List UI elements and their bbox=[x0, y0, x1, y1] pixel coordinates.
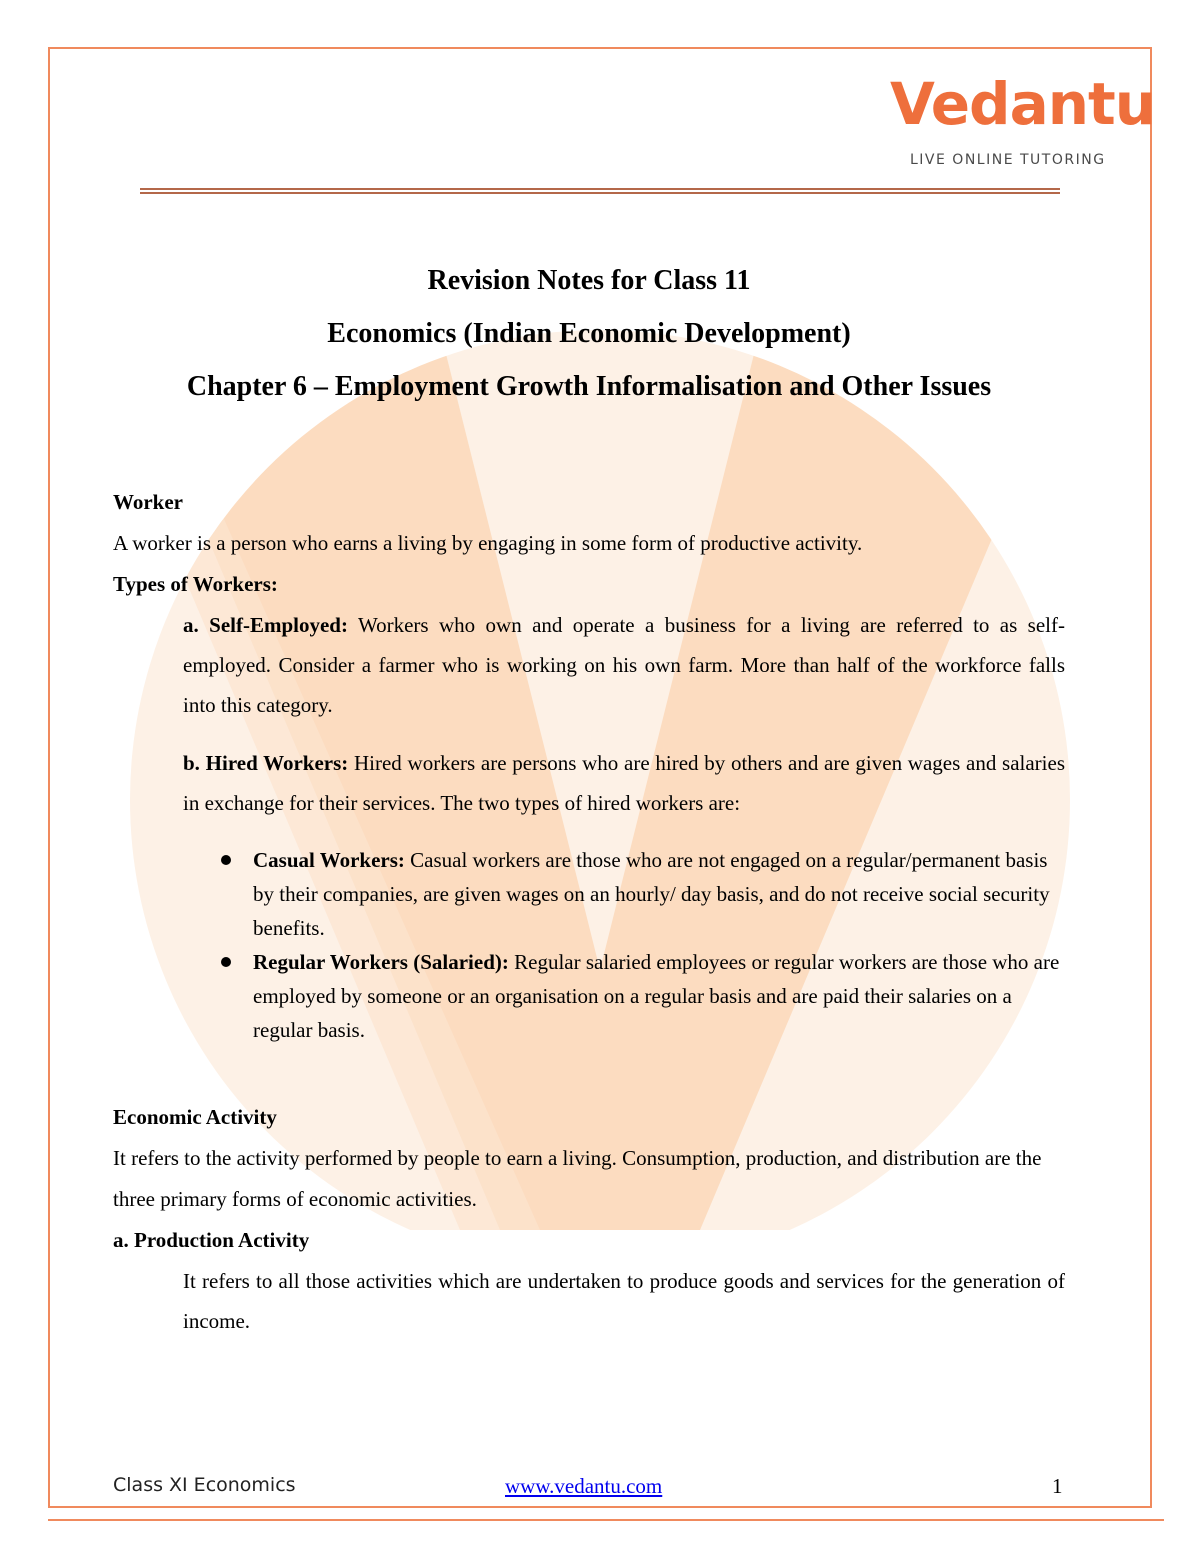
self-employed-text: Workers who own and operate a business for a living are referred to as self-employed. Consider a farmer who is working on his own farm. More than half of the workforce falls into this category. bbox=[183, 613, 1065, 717]
casual-workers-text: Casual workers are those who are not engaged on a regular/permanent basis by their companies, are given wages on an hourly/ day basis, and do not receive social security benefits. bbox=[253, 848, 1050, 940]
footer-class-label: Class XI Economics bbox=[113, 1474, 296, 1496]
page-number: 1 bbox=[1052, 1474, 1063, 1498]
types-of-workers-heading: Types of Workers: bbox=[113, 572, 278, 596]
hired-worker-types-list bbox=[113, 843, 1065, 1047]
economic-activity-text: It refers to the activity performed by people to earn a living. Consumption, production, and distribution are the three primary forms of economic activities. bbox=[113, 1146, 1042, 1211]
document-content bbox=[113, 262, 1065, 1341]
casual-workers-label: Casual Workers: bbox=[253, 848, 405, 872]
self-employed-label: a. Self-Employed: bbox=[183, 613, 348, 637]
worker-definition: A worker is a person who earns a living by engaging in some form of productive activity. bbox=[113, 531, 863, 555]
regular-workers-text: Regular salaried employees or regular workers are those who are employed by someone or an organisation on a regular basis and are paid their salaries on a regular basis. bbox=[253, 950, 1060, 1042]
production-activity-heading: a. Production Activity bbox=[113, 1228, 310, 1252]
self-employed-paragraph bbox=[113, 605, 1065, 725]
footer-website-link[interactable]: www.vedantu.com bbox=[505, 1474, 663, 1498]
bottom-rule bbox=[48, 1519, 1164, 1521]
list-item bbox=[253, 945, 1065, 1047]
title-line-1: Revision Notes for Class 11 bbox=[427, 265, 751, 296]
economic-activity-heading: Economic Activity bbox=[113, 1105, 277, 1129]
worker-heading: Worker bbox=[113, 490, 183, 514]
list-item bbox=[253, 843, 1065, 945]
header-divider bbox=[140, 188, 1060, 194]
hired-workers-label: b. Hired Workers: bbox=[183, 751, 349, 775]
vedantu-logo bbox=[870, 66, 1156, 176]
bullet-icon bbox=[221, 855, 231, 865]
production-activity-text: It refers to all those activities which are undertaken to produce goods and services for the generation of income. bbox=[183, 1269, 1065, 1333]
logo-tagline: LIVE ONLINE TUTORING bbox=[910, 152, 1106, 168]
chapter-title: Chapter 6 – Employment Growth Informalisation and Other Issues bbox=[186, 371, 992, 402]
hired-workers-text: Hired workers are persons who are hired by others and are given wages and salaries in exchange for their services. The two types of hired workers are: bbox=[183, 751, 1066, 815]
regular-workers-label: Regular Workers (Salaried): bbox=[253, 950, 509, 974]
title-line-2: Economics (Indian Economic Development) bbox=[327, 318, 851, 349]
logo-wordmark: Vedantu bbox=[890, 70, 1156, 138]
bullet-icon bbox=[221, 957, 231, 967]
hired-workers-paragraph bbox=[113, 743, 1065, 823]
